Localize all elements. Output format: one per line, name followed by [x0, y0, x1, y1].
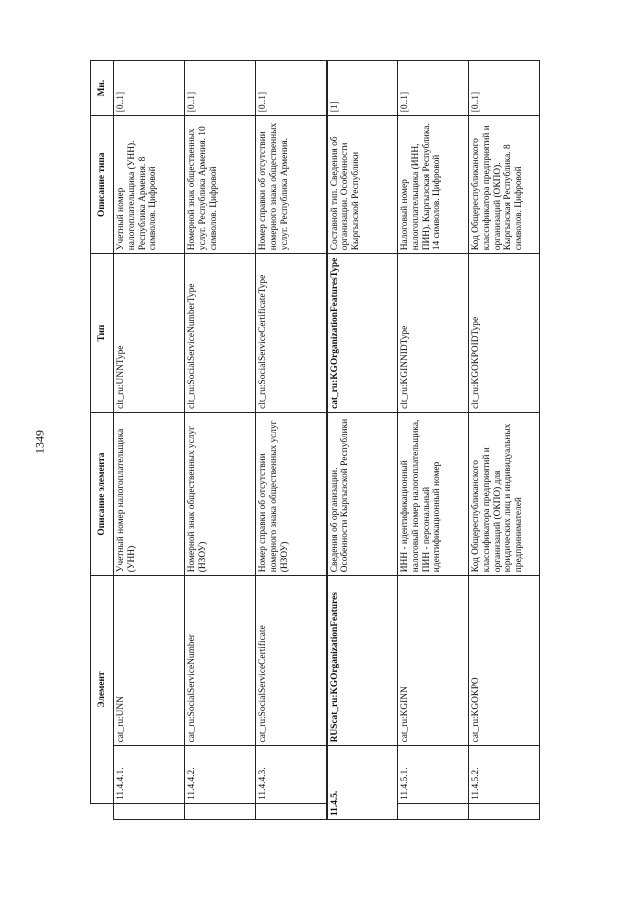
- indent-cell: [185, 803, 256, 819]
- header-type: Тип: [91, 254, 114, 413]
- type-description: Код Общереспубликанского классификатора предприятий и организаций (ОКПО). Кыргызская Республика. 8 символов. Цифровой: [469, 116, 540, 254]
- rotated-table-container: [90, 60, 540, 820]
- header-blank-cell: [91, 803, 114, 819]
- header-element: Элемент: [91, 576, 114, 804]
- multiplicity: [0..1]: [256, 61, 327, 116]
- row-number: 11.4.5.2.: [469, 746, 540, 804]
- section-type: cat_ru:KGOrganizationFeaturesType: [327, 254, 398, 413]
- table-row: [114, 61, 185, 820]
- section-description: Сведения об организации. Особенности Кыргызской Республики: [327, 412, 398, 575]
- element-name: cat_ru:KGOKPO: [469, 576, 540, 746]
- element-description: Номер справки об отсутствии номерного знака общественных услуг (НЗОУ): [256, 412, 327, 575]
- multiplicity: [0..1]: [398, 61, 469, 116]
- element-description: ИНН - идентификационный налоговый номер налогоплательщика, ПИН - персональный идентификационный номер: [398, 412, 469, 575]
- row-number: 11.4.4.2.: [185, 746, 256, 804]
- row-number: 11.4.4.3.: [256, 746, 327, 804]
- type-description: Номерной знак общественных услуг. Республика Армения. 10 символов. Цифровой: [185, 116, 256, 254]
- table-row: [398, 61, 469, 820]
- indent-cell: [256, 803, 327, 819]
- element-name: cat_ru:SocialServiceNumber: [185, 576, 256, 746]
- table-row: [185, 61, 256, 820]
- header-type-description: Описание типа: [91, 116, 114, 254]
- element-type: clt_ru:SocialServiceNumberType: [185, 254, 256, 413]
- multiplicity: [0..1]: [469, 61, 540, 116]
- section-type-description: Составной тип. Сведения об организации. Особенности Кыргызской Республики: [327, 116, 398, 254]
- header-multiplicity: Мн.: [91, 61, 114, 116]
- type-description: Номер справки об отсутствии номерного знака общественных услуг. Республика Армения.: [256, 116, 327, 254]
- element-description: Код Общереспубликанского классификатора предприятий и организаций (ОКПО) для юридических лиц и индивидуальных предпринимателей: [469, 412, 540, 575]
- multiplicity: [0..1]: [185, 61, 256, 116]
- type-description: Налоговый номер налогоплательщика (ИНН, ПИН). Кыргызская Республика. 14 символов. Цифровой: [398, 116, 469, 254]
- row-number: 11.4.5.1.: [398, 746, 469, 804]
- indent-cell: [114, 803, 185, 819]
- row-number: 11.4.4.1.: [114, 746, 185, 804]
- elements-table: [90, 60, 540, 820]
- section-number: 11.4.5.: [327, 746, 398, 820]
- element-type: clt_ru:SocialServiceCertificateType: [256, 254, 327, 413]
- indent-cell: [469, 803, 540, 819]
- element-type: clt_ru:UNNType: [114, 254, 185, 413]
- indent-cell: [398, 803, 469, 819]
- header-element-description: Описание элемента: [91, 412, 114, 575]
- type-description: Учетный номер налогоплательщика (УНН). Республика Армения. 8 символов. Цифровой: [114, 116, 185, 254]
- element-name: cat_ru:SocialServiceCertificate: [256, 576, 327, 746]
- table-header-row: [91, 61, 114, 820]
- table-row: [469, 61, 540, 820]
- element-description: Учетный номер налогоплательщика (УНН): [114, 412, 185, 575]
- multiplicity: [0..1]: [114, 61, 185, 116]
- element-description: Номерной знак общественных услуг (НЗОУ): [185, 412, 256, 575]
- element-type: clt_ru:KGOKPOIDType: [469, 254, 540, 413]
- table-row: [256, 61, 327, 820]
- element-name: cat_ru:KGINN: [398, 576, 469, 746]
- element-name: cat_ru:UNN: [114, 576, 185, 746]
- section-name: RUScat_ru:KGOrganizationFeatures: [327, 576, 398, 746]
- page-number: 1349: [32, 430, 47, 454]
- element-type: clt_ru:KGINNIDType: [398, 254, 469, 413]
- section-multiplicity: [1]: [327, 61, 398, 116]
- table-row-section: [327, 61, 398, 820]
